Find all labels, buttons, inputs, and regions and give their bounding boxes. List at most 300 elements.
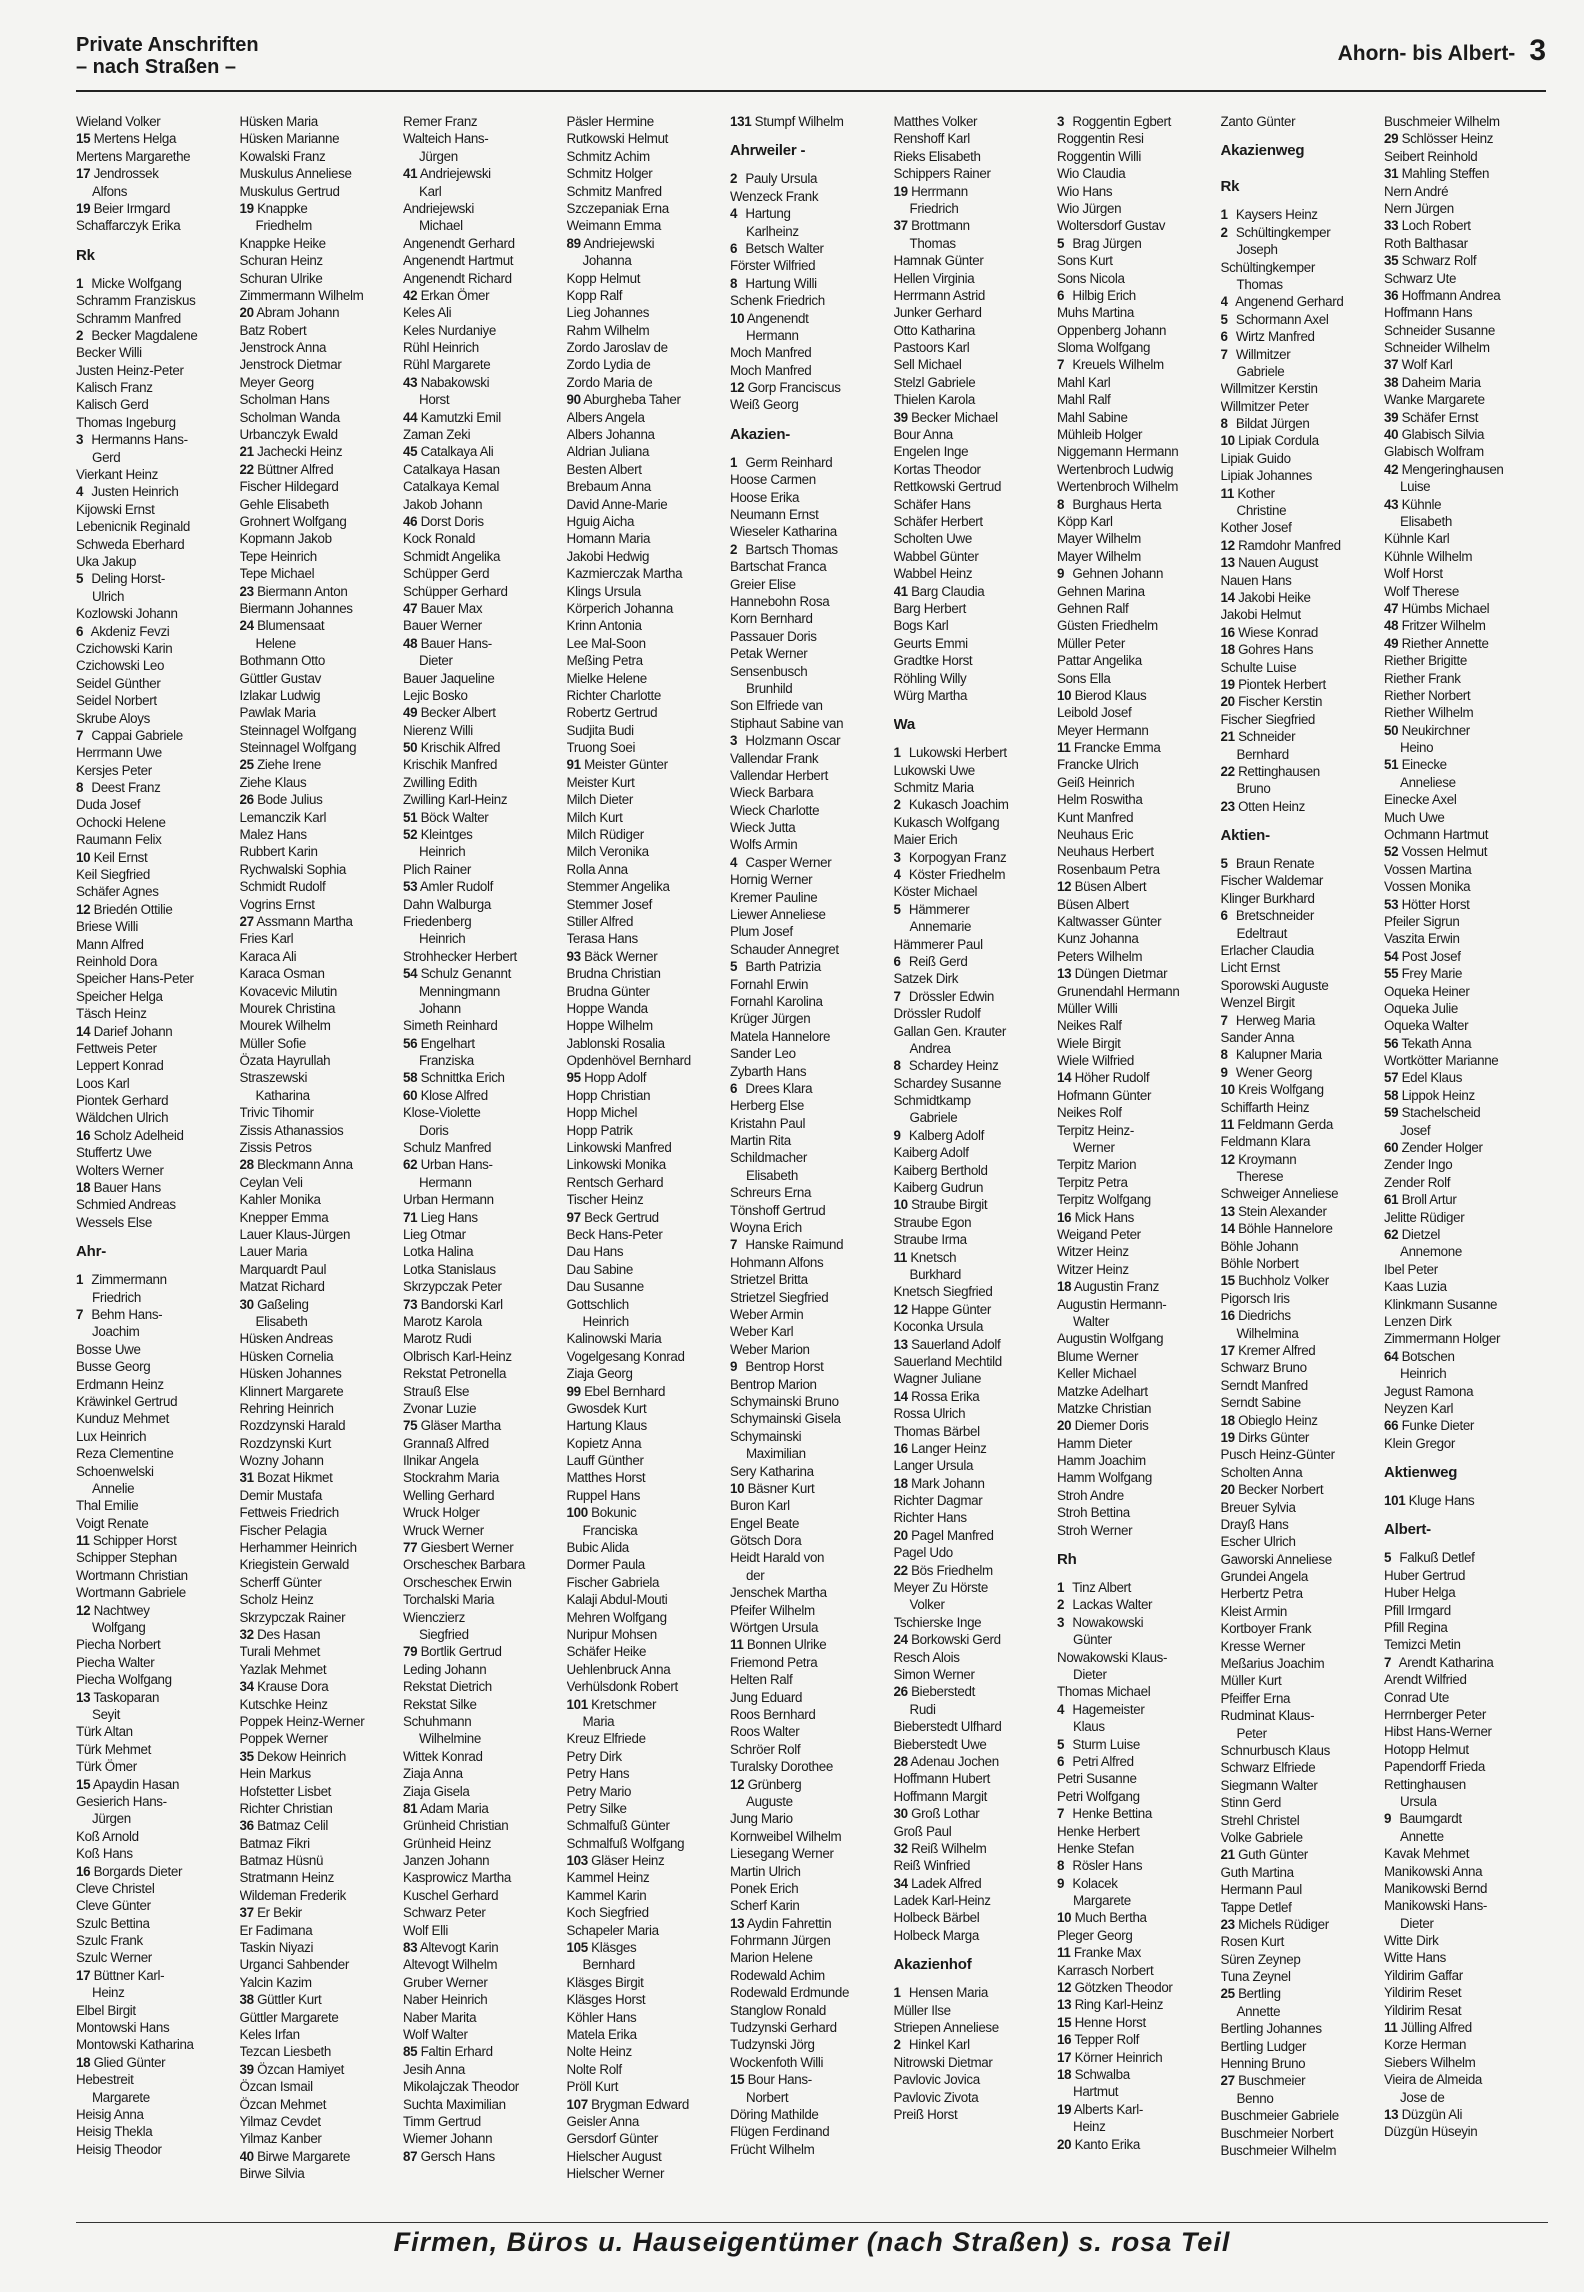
resident-entry: 75 Gläser Martha <box>403 1418 501 1434</box>
header-title-line2: – nach Straßen – <box>76 56 237 78</box>
house-number: 14 <box>893 1388 908 1404</box>
resident-entry: 54 Schulz Genannt <box>403 966 511 982</box>
resident-entry: 93 Bäck Werner <box>566 948 658 964</box>
resident-entry: Henke Stefan <box>1057 1840 1134 1856</box>
resident-entry: Sons Ella <box>1057 670 1111 686</box>
resident-entry: Neuhaus Eric <box>1057 827 1134 843</box>
resident-entry: Pigorsch Iris <box>1220 1290 1290 1306</box>
house-number: 13 <box>893 1336 908 1352</box>
resident-entry: Rentsch Gerhard <box>566 1174 664 1190</box>
resident-entry: Pfeifer Wilhelm <box>730 1602 815 1618</box>
resident-entry: Wabbel Günter <box>893 548 979 564</box>
resident-entry: Ilnikar Angela <box>403 1453 479 1469</box>
resident-entry: Gehnen Marina <box>1057 583 1145 599</box>
resident-entry: 23 Michels Rüdiger <box>1220 1916 1329 1932</box>
resident-entry: 15 Bour Hans- <box>730 2072 812 2088</box>
header-title <box>76 34 259 78</box>
house-number: 42 <box>403 287 418 303</box>
resident-entry: Schröer Rolf <box>730 1741 801 1757</box>
resident-entry: 3 Nowakowski <box>1057 1614 1144 1630</box>
resident-entry: Piontek Gerhard <box>76 1093 169 1109</box>
resident-entry: 30 Groß Lothar <box>893 1806 980 1822</box>
resident-entry: Pfill Regina <box>1384 1620 1448 1636</box>
directory-column <box>240 113 404 2185</box>
resident-entry: Jung Eduard <box>730 1689 803 1705</box>
resident-entry: Strietzel Britta <box>730 1272 808 1288</box>
resident-entry: Son Elfriede van <box>730 698 823 714</box>
resident-entry: Manikowski Anna <box>1384 1863 1483 1879</box>
resident-entry: Schippers Rainer <box>893 166 991 182</box>
resident-entry: Birwe Silvia <box>239 2166 305 2182</box>
resident-entry: 43 Kühnle <box>1384 496 1442 512</box>
resident-entry: Helm Roswitha <box>1057 792 1143 808</box>
entry-continuation: Friedrich <box>92 1289 141 1305</box>
resident-entry: Herrmann Uwe <box>76 745 162 761</box>
resident-entry: Kavak Mehmet <box>1384 1846 1470 1862</box>
entry-continuation: Wolfgang <box>92 1620 146 1636</box>
resident-entry: Lipiak Johannes <box>1220 468 1313 484</box>
resident-entry: Hopp Christian <box>566 1087 651 1103</box>
resident-entry: 5 Falkuß Detlef <box>1384 1550 1475 1566</box>
resident-entry: 85 Faltin Erhard <box>403 2044 493 2060</box>
resident-entry: Herrnberger Peter <box>1384 1706 1486 1722</box>
resident-entry: Zissis Petros <box>239 1140 312 1156</box>
resident-entry: Lebenicnik Reginald <box>76 519 190 535</box>
resident-entry: Rubbert Karin <box>239 844 318 860</box>
resident-entry: Milch Veronika <box>566 844 649 860</box>
resident-entry: 50 Neukirchner <box>1384 722 1470 738</box>
resident-entry: 5 Brag Jürgen <box>1057 235 1142 251</box>
entry-continuation: Walter <box>1073 1313 1110 1329</box>
resident-entry: 19 Beier Irmgard <box>76 200 171 216</box>
resident-entry: Schuran Heinz <box>239 253 323 269</box>
resident-entry: 3 Hermanns Hans- <box>76 432 188 448</box>
resident-entry: Verhülsdonk Robert <box>566 1679 678 1695</box>
resident-entry: 23 Otten Heinz <box>1220 798 1305 814</box>
entry-continuation: Dieter <box>1073 1666 1107 1682</box>
house-number: 23 <box>239 583 254 599</box>
resident-entry: Rozdzynski Harald <box>239 1418 346 1434</box>
resident-entry: 12 Briedén Ottilie <box>76 901 173 917</box>
house-number: 10 <box>1220 433 1235 449</box>
resident-entry: Jakobi Hedwig <box>566 548 650 564</box>
entry-continuation: Andrea <box>909 1040 951 1056</box>
resident-entry: Torchalski Maria <box>403 1592 495 1608</box>
resident-entry: 1 Kaysers Heinz <box>1220 207 1318 223</box>
resident-entry: Thomas Michael <box>1057 1684 1151 1700</box>
resident-entry: Heisig Anna <box>76 2106 144 2122</box>
resident-entry: Schwarz Peter <box>403 1905 486 1921</box>
resident-entry: Türk Mehmet <box>76 1741 152 1757</box>
resident-entry: Hoppe Wilhelm <box>566 1018 653 1034</box>
house-number: 7 <box>1220 346 1228 362</box>
resident-entry: 13 Düngen Dietmar <box>1057 966 1168 982</box>
resident-entry: 2 Kukasch Joachim <box>893 797 1009 813</box>
resident-entry: Passauer Doris <box>730 628 817 644</box>
house-number: 51 <box>403 809 418 825</box>
resident-entry: 10 Bäsner Kurt <box>730 1480 815 1496</box>
entry-continuation: Gabriele <box>909 1110 958 1126</box>
house-number: 56 <box>1384 1035 1399 1051</box>
resident-entry: 19 Piontek Herbert <box>1220 676 1326 692</box>
resident-entry: Jablonski Rosalia <box>566 1035 665 1051</box>
resident-entry: 19 Knappke <box>239 200 308 216</box>
house-number: 16 <box>1220 1308 1235 1324</box>
house-number: 1 <box>893 745 901 761</box>
house-number: 3 <box>76 432 84 448</box>
resident-entry: Sauerland Mechtild <box>893 1353 1002 1369</box>
resident-entry: Schmitz Manfred <box>566 183 662 199</box>
resident-entry: Pusch Heinz-Günter <box>1220 1447 1335 1463</box>
resident-entry: 12 Nachtwey <box>76 1602 150 1618</box>
resident-entry: Schiffarth Heinz <box>1220 1099 1310 1115</box>
resident-entry: Schüpper Gerd <box>403 566 490 582</box>
resident-entry: 8 Burghaus Herta <box>1057 496 1162 512</box>
resident-entry: Jung Mario <box>730 1811 793 1827</box>
entry-continuation: Norbert <box>746 2089 789 2105</box>
resident-entry: Scherff Günter <box>239 1574 322 1590</box>
house-number: 10 <box>730 310 745 326</box>
house-number: 14 <box>1220 589 1235 605</box>
resident-entry: 52 Vossen Helmut <box>1384 844 1488 860</box>
resident-entry: Gradtke Horst <box>893 653 973 669</box>
entry-continuation: Helene <box>255 635 296 651</box>
resident-entry: Herberg Else <box>730 1098 804 1114</box>
resident-entry: 15 Henne Horst <box>1057 2014 1146 2030</box>
entry-continuation: Bruno <box>1236 781 1271 797</box>
resident-entry: Welling Gerhard <box>403 1487 495 1503</box>
entry-continuation: Hartmut <box>1073 2084 1119 2100</box>
resident-entry: Hielscher August <box>566 2148 662 2164</box>
resident-entry: Izlakar Ludwig <box>239 687 321 703</box>
house-number: 12 <box>1057 879 1072 895</box>
house-number: 95 <box>566 1070 581 1086</box>
resident-entry: Röhling Willy <box>893 670 967 686</box>
resident-entry: Cleve Christel <box>76 1880 155 1896</box>
house-number: 9 <box>1220 1064 1228 1080</box>
resident-entry: Hoose Carmen <box>730 472 816 488</box>
resident-entry: Zwilling Edith <box>403 774 477 790</box>
house-number: 13 <box>76 1689 91 1705</box>
resident-entry: 16 Scholz Adelheid <box>76 1127 184 1143</box>
resident-entry: 9 Bentrop Horst <box>730 1359 824 1375</box>
resident-entry: Wortmann Gabriele <box>76 1585 186 1601</box>
resident-entry: Keles Nurdaniye <box>403 322 497 338</box>
house-number: 8 <box>730 275 738 291</box>
resident-entry: 4 Angenend Gerhard <box>1220 294 1344 310</box>
resident-entry: Rühl Margarete <box>403 357 491 373</box>
street-heading: Akazienweg <box>1220 142 1305 160</box>
house-number: 5 <box>1384 1550 1392 1566</box>
house-number: 12 <box>893 1301 908 1317</box>
resident-entry: 15 Apaydin Hasan <box>76 1776 180 1792</box>
resident-entry: Ruppel Hans <box>566 1487 641 1503</box>
house-number: 16 <box>1220 624 1235 640</box>
resident-entry: Böhle Johann <box>1220 1238 1299 1254</box>
resident-entry: Richter Hans <box>893 1510 967 1526</box>
resident-entry: Kremer Pauline <box>730 889 818 905</box>
resident-entry: Pfill Irmgard <box>1384 1602 1451 1618</box>
street-heading: Ahr- <box>76 1243 107 1261</box>
resident-entry: 7 Behm Hans- <box>76 1307 163 1322</box>
resident-entry: Muskulus Gertrud <box>239 183 340 199</box>
resident-entry: Seidel Günther <box>76 675 161 691</box>
resident-entry: 11 Knetsch <box>893 1249 957 1265</box>
resident-entry: Drayß Hans <box>1220 1516 1289 1532</box>
resident-entry: Meßarius Joachim <box>1220 1656 1325 1672</box>
resident-entry: Vogelgesang Konrad <box>566 1348 685 1364</box>
resident-entry: Leppert Konrad <box>76 1058 164 1074</box>
resident-entry: 64 Botschen <box>1384 1348 1455 1364</box>
house-number: 7 <box>1057 357 1065 373</box>
resident-entry: Gallan Gen. Krauter <box>893 1023 1006 1039</box>
resident-entry: 10 Angenendt <box>730 310 809 326</box>
resident-entry: Hopp Patrik <box>566 1122 633 1138</box>
resident-entry: Wortkötter Marianne <box>1384 1053 1499 1069</box>
house-number: 2 <box>730 541 738 557</box>
resident-entry: 16 Langer Heinz <box>893 1440 987 1456</box>
resident-entry: Kaiberg Berthold <box>893 1162 988 1178</box>
resident-entry: Friemond Petra <box>730 1654 818 1670</box>
resident-entry: 60 Zender Holger <box>1384 1140 1483 1156</box>
house-number: 18 <box>893 1475 908 1491</box>
resident-entry: Oqueka Walter <box>1384 1018 1469 1034</box>
resident-entry: Mayer Wilhelm <box>1057 531 1141 547</box>
resident-entry: Jesih Anna <box>403 2061 466 2077</box>
resident-entry: Krinn Antonia <box>566 618 642 634</box>
resident-entry: Urbanczyk Ewald <box>239 427 338 443</box>
resident-entry: Kleist Armin <box>1220 1603 1287 1619</box>
house-number: 22 <box>1220 763 1235 779</box>
resident-entry: Wiele Birgit <box>1057 1035 1121 1051</box>
resident-entry: 35 Schwarz Rolf <box>1384 253 1477 269</box>
resident-entry: 7 Henke Bettina <box>1057 1806 1152 1822</box>
resident-entry: Wolfs Armin <box>730 837 798 853</box>
resident-entry: 53 Hötter Horst <box>1384 896 1470 912</box>
resident-entry: Wäldchen Ulrich <box>76 1110 169 1126</box>
resident-entry: Speicher Hans-Peter <box>76 971 194 987</box>
street-heading: Akazienhof <box>893 1956 972 1974</box>
house-number: 22 <box>893 1562 908 1578</box>
resident-entry: Wenzeck Frank <box>730 188 819 204</box>
resident-entry: 36 Batmaz Celil <box>239 1818 329 1834</box>
resident-entry: Kahler Monika <box>239 1192 321 1208</box>
resident-entry: Batmaz Fikri <box>239 1835 310 1851</box>
resident-entry: Matela Erika <box>566 2026 637 2042</box>
resident-entry: Linkowski Monika <box>566 1157 666 1173</box>
house-number: 101 <box>566 1696 588 1712</box>
resident-entry: 7 Cappai Gabriele <box>76 727 183 743</box>
resident-entry: Kopp Helmut <box>566 270 641 286</box>
header-street-range: Ahorn- bis Albert- <box>1337 42 1516 65</box>
resident-entry: Flügen Ferdinand <box>730 2124 830 2140</box>
resident-entry: Mourek Christina <box>239 1000 336 1016</box>
resident-entry: Schuran Ulrike <box>239 270 323 286</box>
resident-entry: Wiemer Johann <box>403 2131 493 2147</box>
house-number: 7 <box>730 1237 738 1253</box>
resident-entry: Zordo Maria de <box>566 374 653 390</box>
house-number: 14 <box>76 1023 91 1039</box>
resident-entry: 12 Gorp Franciscus <box>730 380 841 396</box>
resident-entry: Sensenbusch <box>730 663 808 679</box>
resident-entry: Wenzel Birgit <box>1220 995 1295 1011</box>
house-number: 5 <box>1220 856 1228 872</box>
resident-entry: 46 Dorst Doris <box>403 513 484 529</box>
house-number: 40 <box>1384 427 1399 443</box>
resident-entry: Opdenhövel Bernhard <box>566 1053 691 1069</box>
entry-continuation: Rudi <box>909 1701 936 1717</box>
resident-entry: Meyer Zu Hörste <box>893 1580 988 1596</box>
resident-entry: 43 Nabakowski <box>403 374 490 390</box>
house-number: 1 <box>76 1272 84 1288</box>
resident-entry: Pavlovic Jovica <box>893 2072 980 2088</box>
resident-entry: 20 Fischer Kerstin <box>1220 694 1323 710</box>
resident-entry: Serndt Sabine <box>1220 1395 1301 1411</box>
resident-entry: Linkowski Manfred <box>566 1140 672 1156</box>
resident-entry: Holbeck Marga <box>893 1927 980 1943</box>
resident-entry: Poppek Heinz-Werner <box>239 1713 365 1729</box>
house-number: 9 <box>893 1127 901 1143</box>
house-number: 43 <box>403 374 418 390</box>
house-number: 24 <box>893 1632 908 1648</box>
resident-entry: 100 Bokunic <box>566 1505 637 1521</box>
house-number: 10 <box>893 1197 908 1213</box>
directory-column <box>403 113 567 2185</box>
resident-entry: 11 Francke Emma <box>1057 740 1161 756</box>
entry-continuation: Elisabeth <box>255 1313 308 1329</box>
resident-entry: Holbeck Bärbel <box>893 1910 980 1926</box>
entry-continuation: Margarete <box>92 2089 150 2105</box>
entry-continuation: Johann <box>419 1000 461 1016</box>
resident-entry: Güttler Margarete <box>239 2009 339 2025</box>
resident-entry: Taskin Niyazi <box>239 1940 314 1956</box>
resident-entry: Marquardt Paul <box>239 1261 327 1277</box>
resident-entry: Stroh Andre <box>1057 1487 1124 1503</box>
house-number: 52 <box>1384 844 1399 860</box>
resident-entry: Wittek Konrad <box>403 1748 483 1764</box>
house-number: 23 <box>1220 1916 1235 1932</box>
house-number: 14 <box>1057 1070 1072 1086</box>
house-number: 7 <box>1384 1654 1392 1670</box>
resident-entry: Müller Ilse <box>893 2002 951 2018</box>
page-header <box>76 34 1546 92</box>
resident-entry: Steinnagel Wolfgang <box>239 722 357 738</box>
resident-entry: Hüsken Cornelia <box>239 1348 334 1364</box>
entry-continuation: Hermann <box>419 1174 472 1190</box>
resident-entry: Koch Siegfried <box>566 1905 649 1921</box>
house-number: 50 <box>1384 722 1399 738</box>
house-number: 43 <box>1384 496 1399 512</box>
resident-entry: Fettweis Peter <box>76 1040 157 1056</box>
resident-entry: Willmitzer Peter <box>1220 398 1309 414</box>
resident-entry: 37 Wolf Karl <box>1384 357 1453 373</box>
resident-entry: Kother Josef <box>1220 520 1292 536</box>
house-number: 1 <box>1220 207 1228 223</box>
resident-entry: 9 Gehnen Johann <box>1057 566 1164 582</box>
resident-entry: 19 Alberts Karl- <box>1057 2101 1143 2117</box>
resident-entry: Dau Hans <box>566 1244 624 1260</box>
resident-entry: Bertling Ludger <box>1220 2038 1307 2054</box>
entry-continuation: Maximilian <box>746 1446 806 1462</box>
resident-entry: 15 Buchholz Volker <box>1220 1273 1329 1289</box>
resident-entry: Scholten Uwe <box>893 531 972 547</box>
house-number: 1 <box>730 454 738 470</box>
resident-entry: Hotopp Helmut <box>1384 1741 1469 1757</box>
resident-entry: Terpitz Petra <box>1057 1174 1128 1190</box>
resident-entry: Pavlovic Zivota <box>893 2089 979 2105</box>
resident-entry: 81 Adam Maria <box>403 1800 489 1816</box>
resident-entry: Schmidtkamp <box>893 1093 971 1109</box>
resident-entry: Gwosdek Kurt <box>566 1400 647 1416</box>
entry-continuation: Annemone <box>1400 1244 1462 1260</box>
entry-continuation: Franziska <box>419 1053 474 1069</box>
house-number: 47 <box>1384 600 1399 616</box>
house-number: 58 <box>1384 1087 1399 1103</box>
resident-entry: Kuschel Gerhard <box>403 1887 499 1903</box>
house-number: 21 <box>1220 729 1235 745</box>
resident-entry: Reinhold Dora <box>76 953 158 969</box>
resident-entry: Montowski Hans <box>76 2020 170 2036</box>
resident-entry: Serndt Manfred <box>1220 1377 1308 1393</box>
resident-entry: 14 Jakobi Heike <box>1220 589 1311 605</box>
house-number: 31 <box>1384 166 1399 182</box>
resident-entry: Schmalfuß Günter <box>566 1818 670 1834</box>
resident-entry: Heisig Thekla <box>76 2124 153 2140</box>
resident-entry: Lee Mal-Soon <box>566 635 646 651</box>
resident-entry: Vallendar Frank <box>730 750 819 766</box>
resident-entry: 17 Jendrossek <box>76 166 159 182</box>
resident-entry: Rettinghausen <box>1384 1776 1466 1792</box>
resident-entry: Montowski Katharina <box>76 2037 194 2053</box>
resident-entry: Kortas Theodor <box>893 461 981 477</box>
resident-entry: Stiller Alfred <box>566 913 634 929</box>
resident-entry: Muskulus Anneliese <box>239 166 352 182</box>
resident-entry: Mühleib Holger <box>1057 427 1143 443</box>
entry-continuation: Michael <box>419 218 463 234</box>
house-number: 8 <box>76 780 84 796</box>
resident-entry: 21 Schneider <box>1220 729 1296 745</box>
house-number: 16 <box>1057 2032 1072 2048</box>
resident-entry: Kristahn Paul <box>730 1115 806 1131</box>
resident-entry: Witzer Heinz <box>1057 1244 1129 1260</box>
resident-entry: Mikolajczak Theodor <box>403 2079 519 2095</box>
resident-entry: Walteich Hans- <box>403 131 489 147</box>
resident-entry: Simon Werner <box>893 1666 975 1682</box>
resident-entry: 18 Gohres Hans <box>1220 642 1314 658</box>
resident-entry: 22 Bös Friedhelm <box>893 1562 993 1578</box>
resident-entry: Nern André <box>1384 183 1449 199</box>
directory-column <box>76 113 240 2185</box>
resident-entry: Rettkowski Gertrud <box>893 479 1002 495</box>
resident-entry: Schültingkemper <box>1220 259 1315 275</box>
house-number: 19 <box>1220 1429 1235 1445</box>
house-number: 39 <box>239 2061 254 2077</box>
resident-entry: Förster Wilfried <box>730 258 816 274</box>
house-number: 60 <box>1384 1140 1399 1156</box>
resident-entry: 2 Schültingkemper <box>1220 224 1331 240</box>
resident-entry: 54 Post Josef <box>1384 948 1461 964</box>
resident-entry: Kresse Werner <box>1220 1638 1306 1654</box>
entry-continuation: Menningmann <box>419 983 501 999</box>
resident-entry: Vaszita Erwin <box>1384 931 1460 947</box>
resident-entry: Bosse Uwe <box>76 1341 141 1357</box>
resident-entry: 7 Willmitzer <box>1220 346 1291 362</box>
resident-entry: Hofmann Günter <box>1057 1087 1152 1103</box>
resident-entry: Biermann Johannes <box>239 600 353 616</box>
resident-entry: Piecha Norbert <box>76 1637 161 1653</box>
house-number: 24 <box>239 618 254 634</box>
resident-entry: Milch Rüdiger <box>566 827 644 843</box>
